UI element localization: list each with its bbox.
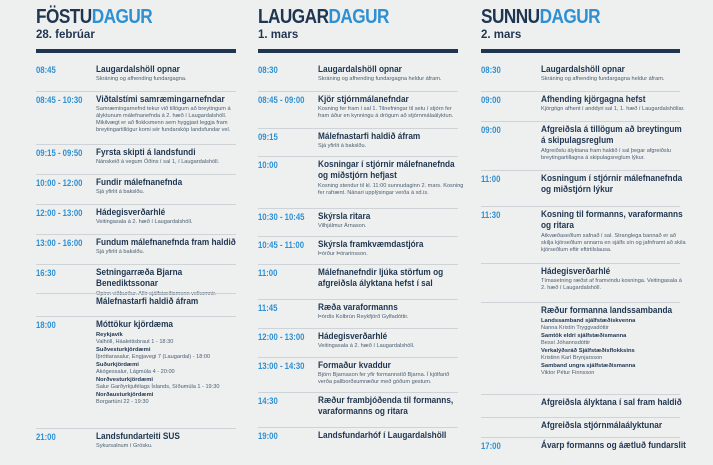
sub-detail: Íþróttarasalur, Engjavegi 7 (Laugardal) - 18:00 <box>96 354 211 361</box>
sub-heading: Norðvesturkjördæmi <box>96 377 154 384</box>
event-time: 09:15 <box>258 132 278 142</box>
schedule-item <box>36 204 236 226</box>
schedule-item <box>481 91 685 113</box>
schedule-item <box>481 263 682 292</box>
event-body <box>96 147 242 166</box>
event-time: 10:30 - 10:45 <box>258 212 305 222</box>
schedule-item <box>481 121 682 161</box>
event-description: Atkvæðaseðlum safnað í sal. Stranglega bannað er að skilja kjörseðlum annarra en sjálfs sín og jafnframt að skila kjörseðlum eftir eftirtilslausa. <box>541 232 686 253</box>
event-title: Fundir málefnanefnda <box>96 177 183 188</box>
schedule-item <box>258 264 458 290</box>
event-description: Skráning og afhending fundargagna heldur áfram. <box>541 76 665 83</box>
event-body <box>541 209 687 254</box>
schedule-item <box>258 91 458 120</box>
schedule-item <box>258 357 458 386</box>
schedule-item <box>258 299 458 321</box>
event-sublist <box>96 332 242 406</box>
sub-heading: Suðvesturkjördæmi <box>96 347 151 354</box>
schedule-item <box>481 206 686 253</box>
event-body <box>96 64 242 83</box>
day-title-prefix: FÖSTU <box>36 6 92 28</box>
event-description: Þórður Þórarinsson. <box>318 251 368 258</box>
event-title: Skýrsla ritara <box>318 211 371 222</box>
schedule-item <box>36 428 236 450</box>
event-description: Sjá yfirlit á bakslðu. <box>96 189 145 196</box>
event-body <box>318 430 464 441</box>
event-body <box>96 431 242 450</box>
event-body <box>318 94 464 120</box>
event-body <box>318 302 464 321</box>
event-time: 11:00 <box>481 174 501 184</box>
event-body <box>318 331 464 350</box>
event-time: 21:00 <box>36 432 56 442</box>
event-title: Laugardalshöll opnar <box>96 64 180 75</box>
event-description: Kjörgögn afhent í anddyri sal 1, 1. hæð í Laugardalshöllar. <box>541 106 685 113</box>
event-title: Setningarræða Bjarna Benediktssonar <box>96 267 183 290</box>
event-body <box>318 239 464 258</box>
event-time: 08:45 <box>36 65 56 75</box>
schedule-item <box>36 234 236 256</box>
event-title: Málefnastarfi haldið áfram <box>318 131 421 142</box>
event-time: 11:00 <box>258 268 278 278</box>
event-description: Sykursalnum í Grósku. <box>96 443 153 450</box>
sub-detail: Borgartúni 22 - 19:30 <box>96 399 149 406</box>
event-time: 09:00 <box>481 95 501 105</box>
event-time: 12:00 - 13:00 <box>36 208 83 218</box>
event-description: Kosning fer fram í sal 1. Tilnefningar til setu í stjórn fer fram áður en kynningu á drögum að stjórnmálaályktun. <box>318 106 454 120</box>
schedule-item <box>258 392 458 418</box>
sub-heading: Suðurkjördæmi <box>96 362 139 369</box>
event-body <box>541 94 687 113</box>
event-time: 08:45 - 10:30 <box>36 95 83 105</box>
event-title: Kjör stjórnmálanefndar <box>318 94 409 105</box>
event-description: Skráning og afhending fundargagna heldur áfram. <box>318 76 442 83</box>
event-title: Landsfundarhóf í Laugardalshöll <box>318 430 447 441</box>
event-time: 12:00 - 13:00 <box>258 332 305 342</box>
event-body <box>541 305 687 378</box>
schedule-item <box>481 417 680 431</box>
event-body <box>318 131 464 150</box>
schedule-item <box>36 91 236 134</box>
event-body <box>541 173 687 196</box>
event-time: 19:00 <box>258 431 278 441</box>
event-time: 14:30 <box>258 396 278 406</box>
day-title-suffix: DAGUR <box>91 6 153 28</box>
sub-detail: Viktor Pétur Finnsson <box>541 370 595 377</box>
event-body <box>96 94 242 134</box>
event-title: Fundum málefnanefnda fram haldið <box>96 237 236 248</box>
event-description: Björn Bjarnason fer yfir formannstíð Bjarna. Í kjölfarið verða pallborðsumræður með góðum gestum. <box>318 372 450 386</box>
event-body <box>96 237 242 256</box>
event-title: Laugardalshöll opnar <box>318 64 402 75</box>
event-title: Afhending kjörgagna hefst <box>541 94 646 105</box>
sub-detail: Nanna Kristín Tryggvadóttir <box>541 325 609 332</box>
event-body <box>318 211 464 230</box>
schedule-item <box>258 427 458 441</box>
sub-detail: Kristinn Karl Brynjarsson <box>541 355 603 362</box>
day-date: 1. mars <box>258 29 299 41</box>
event-time: 11:45 <box>258 303 278 313</box>
sub-detail: Salur Garðyrkjufélags Íslands, Síðumúla 1 - 19:30 <box>96 384 220 391</box>
event-description: Samræmingarnefnd tekur við tillögum að breytingum á ályktunum málefnanefnda á 2. hæð í Laugardalshöll. Mikilvægt er að flokksmenn sem hyggjast leggja fram breytingartillögur komi sér fundarskóp landsfundar vel. <box>96 106 231 134</box>
event-body <box>96 177 242 196</box>
event-time: 09:00 <box>481 125 501 135</box>
schedule-item <box>258 236 458 258</box>
sub-detail: Valhöll, Háaleitisbraut 1 - 18:30 <box>96 339 174 346</box>
day-date: 28. febrúar <box>36 29 95 41</box>
event-body <box>541 440 687 451</box>
event-title: Ávarp formanns og áætluð fundarslit <box>541 440 686 451</box>
event-title: Málefnanefndir ljúka störfum og afgreiðsla ályktana hefst í sal <box>318 267 444 290</box>
event-body <box>318 159 464 197</box>
event-title: Ræður frambjóðenda til formanns, varaformanns og ritara <box>318 395 454 418</box>
schedule-item <box>258 156 464 196</box>
event-title: Ræður formanna landssambanda <box>541 305 673 316</box>
schedule-item <box>36 174 236 196</box>
event-title: Kosningum í stjórnir málefnanefnda og miðstjórn lýkur <box>541 173 683 196</box>
event-title: Fyrsta skipti á landsfundi <box>96 147 196 158</box>
schedule-item <box>258 208 458 230</box>
event-time: 08:30 <box>481 65 501 75</box>
event-body <box>541 64 687 83</box>
event-description: Þórdís Kolbrún Reykfjörð Gylfadóttir. <box>318 314 409 321</box>
event-time: 11:30 <box>481 210 501 220</box>
event-title: Hádegisverðarhlé <box>318 331 388 342</box>
event-time: 10:00 <box>258 160 278 170</box>
event-title: Ræða varaformanns <box>318 302 398 313</box>
event-title: Málefnastarfi haldið áfram <box>96 296 199 307</box>
event-description: Kosning stendur til kl. 11:00 sunnudaginn 2. mars. Kosning fer rafrænt. Nánari upplýsingar verða á xd.is. <box>318 182 464 196</box>
sub-heading: Landssamband sjálfstæðiskvenna <box>541 318 636 325</box>
event-description: Nánskeið á vegum Óðins í sal 1, í Laugardalshöll. <box>96 159 220 166</box>
event-description: Skráning og afhending fundargagna. <box>96 76 187 83</box>
schedule-item <box>481 302 680 377</box>
event-title: Landsfundarteiti SUS <box>96 431 180 442</box>
schedule-item <box>36 264 236 297</box>
schedule-item <box>481 170 683 196</box>
day-title <box>258 6 389 29</box>
day-divider <box>481 49 680 53</box>
event-time: 13:00 - 14:30 <box>258 361 305 371</box>
day-title-prefix: LAUGAR <box>258 6 329 28</box>
event-time: 09:15 - 09:50 <box>36 148 83 158</box>
event-description: Veitingasala á 2. hæð í Laugardalshöll. <box>318 343 415 350</box>
day-title-suffix: DAGUR <box>539 6 601 28</box>
event-time: 17:00 <box>481 441 501 451</box>
schedule-item <box>258 328 458 350</box>
event-body <box>96 296 242 307</box>
event-body <box>96 207 242 226</box>
day-title <box>36 6 152 29</box>
sub-heading: Norðausturkjördæmi <box>96 392 154 399</box>
day-divider <box>36 49 236 53</box>
schedule-item <box>481 437 686 451</box>
schedule-item <box>36 316 236 406</box>
event-time: 10:00 - 12:00 <box>36 178 83 188</box>
event-body <box>96 319 242 407</box>
day-divider <box>258 49 458 53</box>
sub-heading: Verkalýðsráð Sjálfstæðisflokksins <box>541 348 635 355</box>
event-body <box>541 420 687 431</box>
event-title: Viðtalstími samræmingarnefndar <box>96 94 225 105</box>
day-date: 2. mars <box>481 29 522 41</box>
event-body <box>541 266 687 292</box>
event-title: Afgreiðsla stjórnmálaályktunar <box>541 420 663 431</box>
event-time: 18:00 <box>36 320 56 330</box>
event-description: Afgreiðslu ályktana fram haldið í sal þegar afgreiðslu breytingartillagna á skipulagsreglum lýkur. <box>541 147 671 161</box>
event-time: 08:45 - 09:00 <box>258 95 305 105</box>
event-title: Hádegisverðarhlé <box>96 207 166 218</box>
schedule-item <box>481 394 682 408</box>
event-time: 10:45 - 11:00 <box>258 240 305 250</box>
event-title: Afgreiðsla á tillögum að breytingum á skipulagsreglum <box>541 124 682 147</box>
schedule-item <box>36 144 236 166</box>
event-title: Kosningar í stjórnir málefnanefnda og miðstjórn hefjast <box>318 159 455 182</box>
day-title-prefix: SUNNU <box>481 6 540 28</box>
event-description: Tímasetning ræðst af framvindu kosninga. Veitingasala á 2. hæð í Laugardalshöll. <box>541 278 682 292</box>
event-time: 13:00 - 16:00 <box>36 238 83 248</box>
event-description: Vilhjálmur Árnason. <box>318 223 367 230</box>
event-title: Skýrsla framkvæmdastjóra <box>318 239 424 250</box>
day-title-suffix: DAGUR <box>328 6 389 28</box>
event-time: 16:30 <box>36 268 56 278</box>
event-body <box>541 124 687 162</box>
event-body <box>318 64 464 83</box>
event-description: Opinn viðburður. Allir sjálfstæðismenn velkomnir. <box>96 290 217 297</box>
event-body <box>318 360 464 386</box>
sub-detail: Bessí Jóhannsdóttir <box>541 340 591 347</box>
event-title: Kosning til formanns, varaformanns og ritara <box>541 209 683 232</box>
sub-detail: Akógessalur, Lágmúla 4 - 20:00 <box>96 369 175 376</box>
event-description: Veitingasala á 2. hæð í Laugardalshöll. <box>96 219 193 226</box>
day-title <box>481 6 600 29</box>
sub-heading: Samband ungra sjálfstæðismanna <box>541 363 636 370</box>
event-title: Móttökur kjördæma <box>96 319 174 330</box>
event-time: 08:30 <box>258 65 278 75</box>
event-sublist <box>541 318 687 377</box>
event-title: Hádegisverðarhlé <box>541 266 611 277</box>
event-body <box>318 267 464 290</box>
event-title: Formaður kvaddur <box>318 360 391 371</box>
event-description: Sjá yfirlit á bakslðu. <box>318 143 367 150</box>
event-title: Laugardalshöll opnar <box>541 64 625 75</box>
event-body <box>541 397 687 408</box>
event-title: Afgreiðsla ályktana í sal fram haldið <box>541 397 682 408</box>
schedule-item <box>258 128 458 150</box>
event-body <box>318 395 464 418</box>
sub-heading: Samtök eldri sjálfstæðismanna <box>541 333 627 340</box>
sub-heading: Reykjavík <box>96 332 123 339</box>
event-description: Sjá yfirlit á bakslðu. <box>96 249 145 256</box>
